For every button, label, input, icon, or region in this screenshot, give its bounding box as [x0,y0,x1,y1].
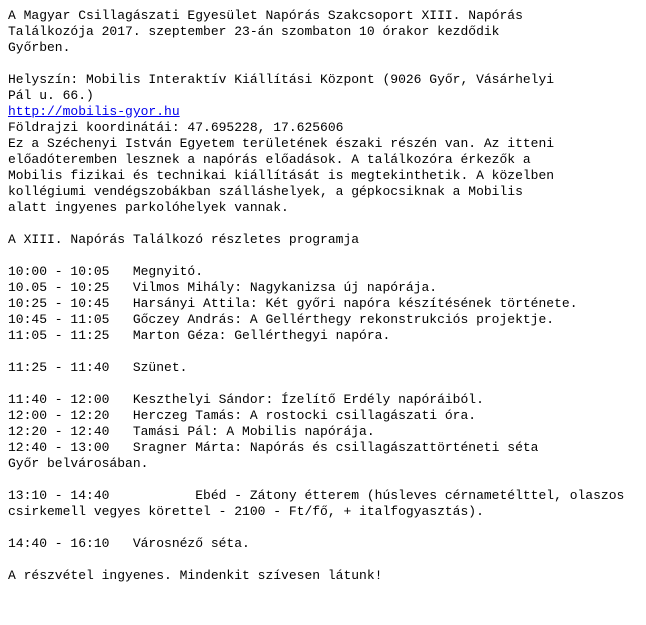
spacer [8,216,638,232]
program-title: A XIII. Napórás Találkozó részletes programja [8,232,360,247]
spacer [8,520,638,536]
program-item: 10:45 - 11:05 Gőczey András: A Gellérthegy rekonstrukciós projektje. [8,312,555,327]
program-item: Győr belvárosában. [8,456,149,471]
description-line: alatt ingyenes parkolóhelyek vannak. [8,200,289,215]
intro-line: A Magyar Csillagászati Egyesület Napórás Szakcsoport XIII. Napórás [8,8,523,23]
location-paragraph [8,72,638,216]
program-item: 11:40 - 12:00 Keszthelyi Sándor: Ízelítő Erdély napóráiból. [8,392,484,407]
spacer [8,472,638,488]
location-line: Helyszín: Mobilis Interaktív Kiállítási Központ (9026 Győr, Vásárhelyi [8,72,555,87]
lunch-line: 13:10 - 14:40 Ebéd - Zátony étterem (húsleves cérnametélttel, olaszos [8,488,625,503]
location-line: Pál u. 66.) [8,88,94,103]
program-item: 10.05 - 10:25 Vilmos Mihály: Nagykanizsa új napórája. [8,280,438,295]
program-block-morning [8,264,638,344]
program-item: 11:05 - 11:25 Marton Géza: Gellérthegyi napóra. [8,328,391,343]
program-item: 10:25 - 10:45 Harsányi Attila: Két győri napóra készítésének története. [8,296,578,311]
spacer [8,376,638,392]
spacer [8,56,638,72]
intro-paragraph [8,8,638,56]
program-block-midday [8,392,638,472]
program-item: 12:40 - 13:00 Sragner Márta: Napórás és csillagászattörténeti séta [8,440,539,455]
spacer [8,344,638,360]
spacer [8,552,638,568]
closing-text: A részvétel ingyenes. Mindenkit szívesen látunk! [8,568,383,583]
program-lunch [8,488,638,520]
description-line: előadóteremben lesznek a napórás előadások. A találkozóra érkezők a [8,152,531,167]
intro-line: Találkozója 2017. szeptember 23-án szombaton 10 órakor kezdődik [8,24,500,39]
lunch-line: csirkemell vegyes körettel - 2100 - Ft/fő, + italfogyasztás). [8,504,484,519]
program-city-tour: 14:40 - 16:10 Városnéző séta. [8,536,250,551]
program-item: 12:00 - 12:20 Herczeg Tamás: A rostocki csillagászati óra. [8,408,477,423]
spacer [8,248,638,264]
description-line: Ez a Széchenyi István Egyetem területének északi részén van. Az itteni [8,136,555,151]
description-line: kollégiumi vendégszobákban szálláshelyek, a gépkocsiknak a Mobilis [8,184,523,199]
coordinates-line: Földrajzi koordinátái: 47.695228, 17.625606 [8,120,344,135]
program-break: 11:25 - 11:40 Szünet. [8,360,188,375]
program-item: 10:00 - 10:05 Megnyitó. [8,264,204,279]
program-item: 12:20 - 12:40 Tamási Pál: A Mobilis napórája. [8,424,375,439]
mobilis-website-link[interactable]: http://mobilis-gyor.hu [8,104,180,119]
description-line: Mobilis fizikai és technikai kiállítását is megtekinthetik. A közelben [8,168,555,183]
announcement-document [8,8,638,584]
intro-line: Győrben. [8,40,71,55]
